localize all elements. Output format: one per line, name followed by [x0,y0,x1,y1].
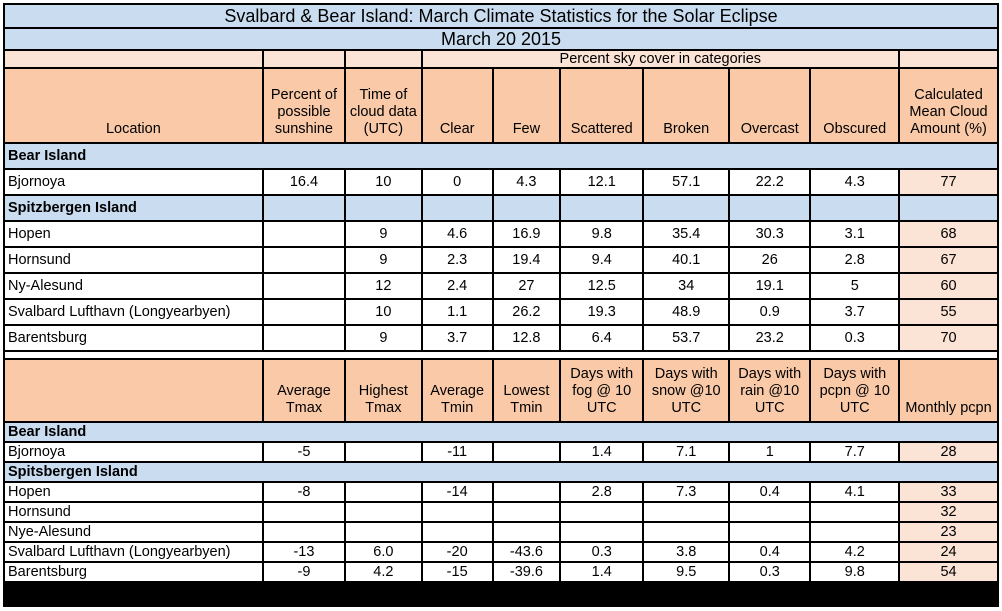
data-cell: 48.9 [644,300,728,324]
data-cell: 12.1 [561,170,642,194]
table-row [5,170,997,194]
table-row [5,523,997,541]
data-cell: 34 [644,274,728,298]
data-cell: 6.0 [346,543,420,561]
climate-table-container [3,3,999,607]
data-cell: 24 [900,543,997,561]
cloud-header-row [5,69,997,142]
data-cell: 2.4 [423,274,492,298]
data-cell: 70 [900,326,997,350]
empty-cell [561,196,642,220]
table-row [5,563,997,581]
data-cell [264,503,344,521]
column-header: Overcast [730,69,809,142]
location-cell: Hornsund [5,503,262,521]
data-cell: 19.4 [494,248,559,272]
group-name: Spitsbergen Island [5,463,997,481]
group-row [5,463,997,481]
column-header: Lowest Tmin [494,360,559,421]
data-cell: 23 [900,523,997,541]
data-cell: 9.4 [561,248,642,272]
table-row [5,300,997,324]
location-cell: Bjornoya [5,170,262,194]
column-header: Time of cloud data (UTC) [346,69,420,142]
column-header [5,360,262,421]
table-row [5,248,997,272]
column-header: Scattered [561,69,642,142]
data-cell: 30.3 [730,222,809,246]
data-cell: 9 [346,248,420,272]
data-cell: 19.3 [561,300,642,324]
data-cell: 19.1 [730,274,809,298]
data-cell: 9.8 [811,563,898,581]
column-header: Calculated Mean Cloud Amount (%) [900,69,997,142]
location-cell: Barentsburg [5,563,262,581]
data-cell [264,248,344,272]
empty-cell [811,196,898,220]
data-cell: 12 [346,274,420,298]
data-cell: 7.1 [644,443,728,461]
table-row [5,274,997,298]
column-header: Location [5,69,262,142]
section-separator [5,352,997,358]
data-cell [346,483,420,501]
column-header: Days with snow @10 UTC [644,360,728,421]
data-cell: 3.7 [811,300,898,324]
location-cell: Svalbard Lufthavn (Longyearbyen) [5,300,262,324]
table-row [5,326,997,350]
data-cell: 3.7 [423,326,492,350]
data-cell: 67 [900,248,997,272]
data-cell [644,503,728,521]
data-cell [811,523,898,541]
data-cell: 22.2 [730,170,809,194]
data-cell: 6.4 [561,326,642,350]
column-header: Days with fog @ 10 UTC [561,360,642,421]
table-row [5,443,997,461]
empty-cell [730,196,809,220]
data-cell: 10 [346,170,420,194]
data-cell [346,443,420,461]
empty-cell [264,196,344,220]
data-cell [346,523,420,541]
data-cell: -5 [264,443,344,461]
data-cell: -8 [264,483,344,501]
group-name: Bear Island [5,423,997,441]
data-cell: 57.1 [644,170,728,194]
data-cell: 9.8 [561,222,642,246]
data-cell: 4.6 [423,222,492,246]
sky-cover-group-header: Percent sky cover in categories [423,51,899,67]
group-row [5,423,997,441]
data-cell: 16.9 [494,222,559,246]
data-cell: 0.4 [730,483,809,501]
data-cell: 9.5 [644,563,728,581]
data-cell [264,300,344,324]
data-cell [561,503,642,521]
data-cell: -20 [423,543,492,561]
data-cell [264,523,344,541]
data-cell [423,523,492,541]
empty-cell [644,196,728,220]
group-row [5,196,997,220]
temperature-header-row [5,360,997,421]
data-cell: 32 [900,503,997,521]
data-cell [811,503,898,521]
data-cell [264,222,344,246]
column-header: Average Tmin [423,360,492,421]
empty-cell [423,196,492,220]
data-cell: 0.3 [730,563,809,581]
data-cell: -43.6 [494,543,559,561]
data-cell: 4.1 [811,483,898,501]
column-header: Days with rain @10 UTC [730,360,809,421]
table-title: Svalbard & Bear Island: March Climate Statistics for the Solar Eclipse [5,5,997,27]
empty-cell [900,196,997,220]
data-cell: 33 [900,483,997,501]
data-cell: 5 [811,274,898,298]
data-cell: -13 [264,543,344,561]
data-cell: 12.5 [561,274,642,298]
data-cell: 4.3 [811,170,898,194]
data-cell: 55 [900,300,997,324]
data-cell: 60 [900,274,997,298]
data-cell: 53.7 [644,326,728,350]
data-cell: 0 [423,170,492,194]
data-cell: 40.1 [644,248,728,272]
data-cell: 0.3 [811,326,898,350]
column-header: Percent of possible sunshine [264,69,344,142]
data-cell [561,523,642,541]
column-header: Monthly pcpn [900,360,997,421]
location-cell: Bjornoya [5,443,262,461]
data-cell: 0.3 [561,543,642,561]
table-row [5,543,997,561]
data-cell: 2.8 [811,248,898,272]
data-cell: 0.4 [730,543,809,561]
data-cell: 4.2 [811,543,898,561]
data-cell [264,326,344,350]
data-cell: -11 [423,443,492,461]
column-header: Obscured [811,69,898,142]
location-cell: Hopen [5,483,262,501]
column-header: Average Tmax [264,360,344,421]
data-cell: 27 [494,274,559,298]
data-cell: 2.3 [423,248,492,272]
location-cell: Hopen [5,222,262,246]
data-cell: 4.3 [494,170,559,194]
data-cell: 35.4 [644,222,728,246]
data-cell: 23.2 [730,326,809,350]
separator-cell [5,352,997,358]
data-cell [730,523,809,541]
data-cell: 9 [346,222,420,246]
data-cell: 1 [730,443,809,461]
data-cell: 68 [900,222,997,246]
data-cell: 0.9 [730,300,809,324]
data-cell [494,523,559,541]
data-cell [423,503,492,521]
climate-table [3,3,999,583]
data-cell: -15 [423,563,492,581]
data-cell: 1.1 [423,300,492,324]
data-cell: -39.6 [494,563,559,581]
data-cell: 12.8 [494,326,559,350]
column-header: Highest Tmax [346,360,420,421]
data-cell: 2.8 [561,483,642,501]
data-cell [494,483,559,501]
group-name: Bear Island [5,144,997,168]
empty-cell [494,196,559,220]
table-row [5,503,997,521]
location-cell: Hornsund [5,248,262,272]
location-cell: Barentsburg [5,326,262,350]
table-subtitle: March 20 2015 [5,29,997,49]
table-row [5,483,997,501]
empty-cell [346,196,420,220]
location-cell: Ny-Alesund [5,274,262,298]
data-cell: 7.7 [811,443,898,461]
table-row [5,222,997,246]
data-cell: 26 [730,248,809,272]
data-cell: 3.1 [811,222,898,246]
group-row [5,144,997,168]
group-name: Spitzbergen Island [5,196,262,220]
data-cell [346,503,420,521]
data-cell: -14 [423,483,492,501]
column-header: Broken [644,69,728,142]
data-cell [264,274,344,298]
data-cell [494,503,559,521]
location-cell: Svalbard Lufthavn (Longyearbyen) [5,543,262,561]
data-cell: 3.8 [644,543,728,561]
data-cell: 26.2 [494,300,559,324]
location-cell: Nye-Alesund [5,523,262,541]
data-cell: 4.2 [346,563,420,581]
data-cell: 77 [900,170,997,194]
data-cell [644,523,728,541]
data-cell [730,503,809,521]
group-header-row [5,51,997,67]
column-header: Days with pcpn @ 10 UTC [811,360,898,421]
data-cell: 7.3 [644,483,728,501]
data-cell: 16.4 [264,170,344,194]
column-header: Few [494,69,559,142]
data-cell: -9 [264,563,344,581]
data-cell: 1.4 [561,443,642,461]
data-cell: 54 [900,563,997,581]
column-header: Clear [423,69,492,142]
data-cell: 10 [346,300,420,324]
data-cell [494,443,559,461]
data-cell: 1.4 [561,563,642,581]
data-cell: 9 [346,326,420,350]
data-cell: 28 [900,443,997,461]
